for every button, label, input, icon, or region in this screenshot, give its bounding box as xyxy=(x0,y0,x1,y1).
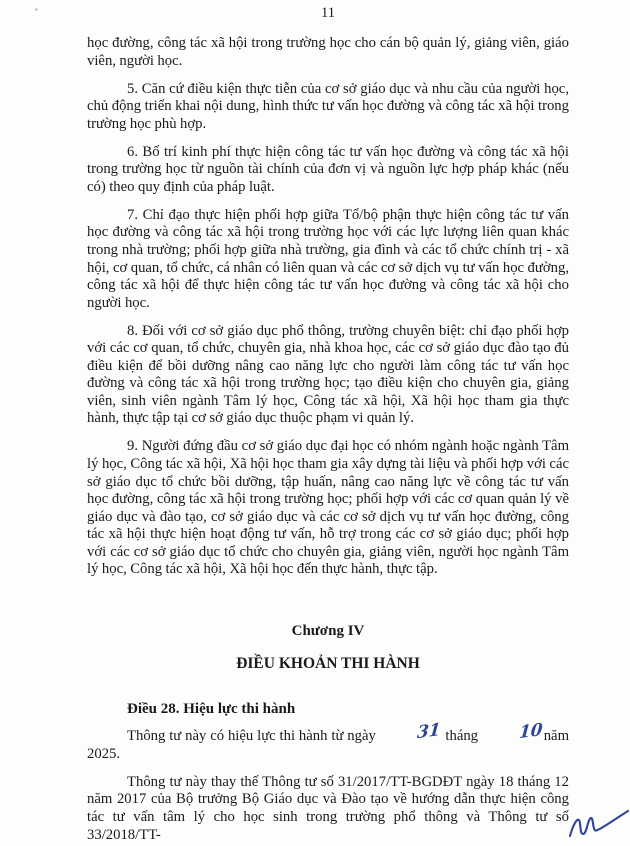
paragraph-item-8: 8. Đối với cơ sở giáo dục phổ thông, trường chuyên biệt: chỉ đạo phối hợp với các cơ quan, tổ chức, chuyên gia, nhà khoa học, các cơ sở giáo dục đào tạo đủ điều kiện để bồi dưỡng nâng cao năng lực cho người làm công tác tư vấn học đường và công tác xã hội trong trường học; tạo điều kiện cho chuyên gia, giảng viên, sinh viên ngành Tâm lý học, Công tác xã hội, Xã hội học tham gia thực hành, thực tập tại cơ sở giáo dục thuộc phạm vi quản lý. xyxy=(87,322,569,427)
handwritten-day-value: 31 xyxy=(415,720,442,744)
page-content xyxy=(87,5,569,844)
page-number: 11 xyxy=(321,5,335,21)
effective-text-before-day: Thông tư này có hiệu lực thi hành từ ngày xyxy=(127,728,376,745)
paragraph-item-5: 5. Căn cứ điều kiện thực tiễn của cơ sở giáo dục và nhu cầu của người học, chủ động triển khai nội dung, hình thức tư vấn học đường và công tác xã hội trong trường học phù hợp. xyxy=(87,80,569,132)
paragraph-item-6: 6. Bố trí kinh phí thực hiện công tác tư vấn học đường và công tác xã hội trong trường học từ nguồn tài chính của đơn vị và nguồn lực hợp pháp khác (nếu có) theo quy định của pháp luật. xyxy=(87,143,569,195)
signature-initial-icon xyxy=(566,806,630,842)
replacement-paragraph: Thông tư này thay thế Thông tư số 31/2017/TT-BGDĐT ngày 18 tháng 12 năm 2017 của Bộ trưởng Bộ Giáo dục và Đào tạo về hướng dẫn thực hiện công tác tư vấn tâm lý cho học sinh trong trường phổ thông và Thông tư số 33/2018/TT- xyxy=(87,773,569,843)
paragraph-item-7: 7. Chỉ đạo thực hiện phối hợp giữa Tổ/bộ phận thực hiện công tác tư vấn học đường và công tác xã hội trong trường học với các lực lượng liên quan khác trong nhà trường; phối hợp giữa nhà trường, gia đình và các tổ chức chính trị - xã hội, cơ quan, tổ chức, cá nhân có liên quan và các cơ sở dịch vụ tư vấn học đường, công tác xã hội để thực hiện công tác tư vấn học đường và công tác xã hội cho người học. xyxy=(87,206,569,311)
effective-text-between: tháng xyxy=(445,728,479,745)
scan-speck xyxy=(35,8,38,11)
chapter-label: Chương IV xyxy=(291,622,365,639)
chapter-title: ĐIỀU KHOẢN THI HÀNH xyxy=(236,654,420,672)
paragraph-item-9: 9. Người đứng đầu cơ sở giáo dục đại học có nhóm ngành hoặc ngành Tâm lý học, Công tác xã hội, Xã hội học tham gia xây dựng tài liệu và phối hợp với các sở giáo dục tổ chức bồi dưỡng, tập huấn, nâng cao năng lực về công tác tư vấn học đường, công tác xã hội trong trường học; phối hợp với các cơ quan quản lý về giáo dục và đào tạo, cơ sở giáo dục và các cơ sở dịch vụ tư vấn học đường, công tác xã hội thực hiện hoạt động tư vấn, hỗ trợ trong các cơ sở giáo dục; phối hợp với các cơ sở giáo dục tổ chức cho chuyên gia, giảng viên, người học ngành Tâm lý học, Công tác xã hội, Xã hội học đến thực hành, thực tập. xyxy=(87,438,569,578)
article-28-heading: Điều 28. Hiệu lực thi hành xyxy=(127,700,296,717)
paragraph-continuation: học đường, công tác xã hội trong trường học cho cán bộ quản lý, giảng viên, giáo viên, người học. xyxy=(87,35,569,69)
handwritten-month-value: 10 xyxy=(518,720,544,744)
effective-date-line xyxy=(87,720,569,763)
effective-text-after: năm 2025. xyxy=(87,728,569,762)
